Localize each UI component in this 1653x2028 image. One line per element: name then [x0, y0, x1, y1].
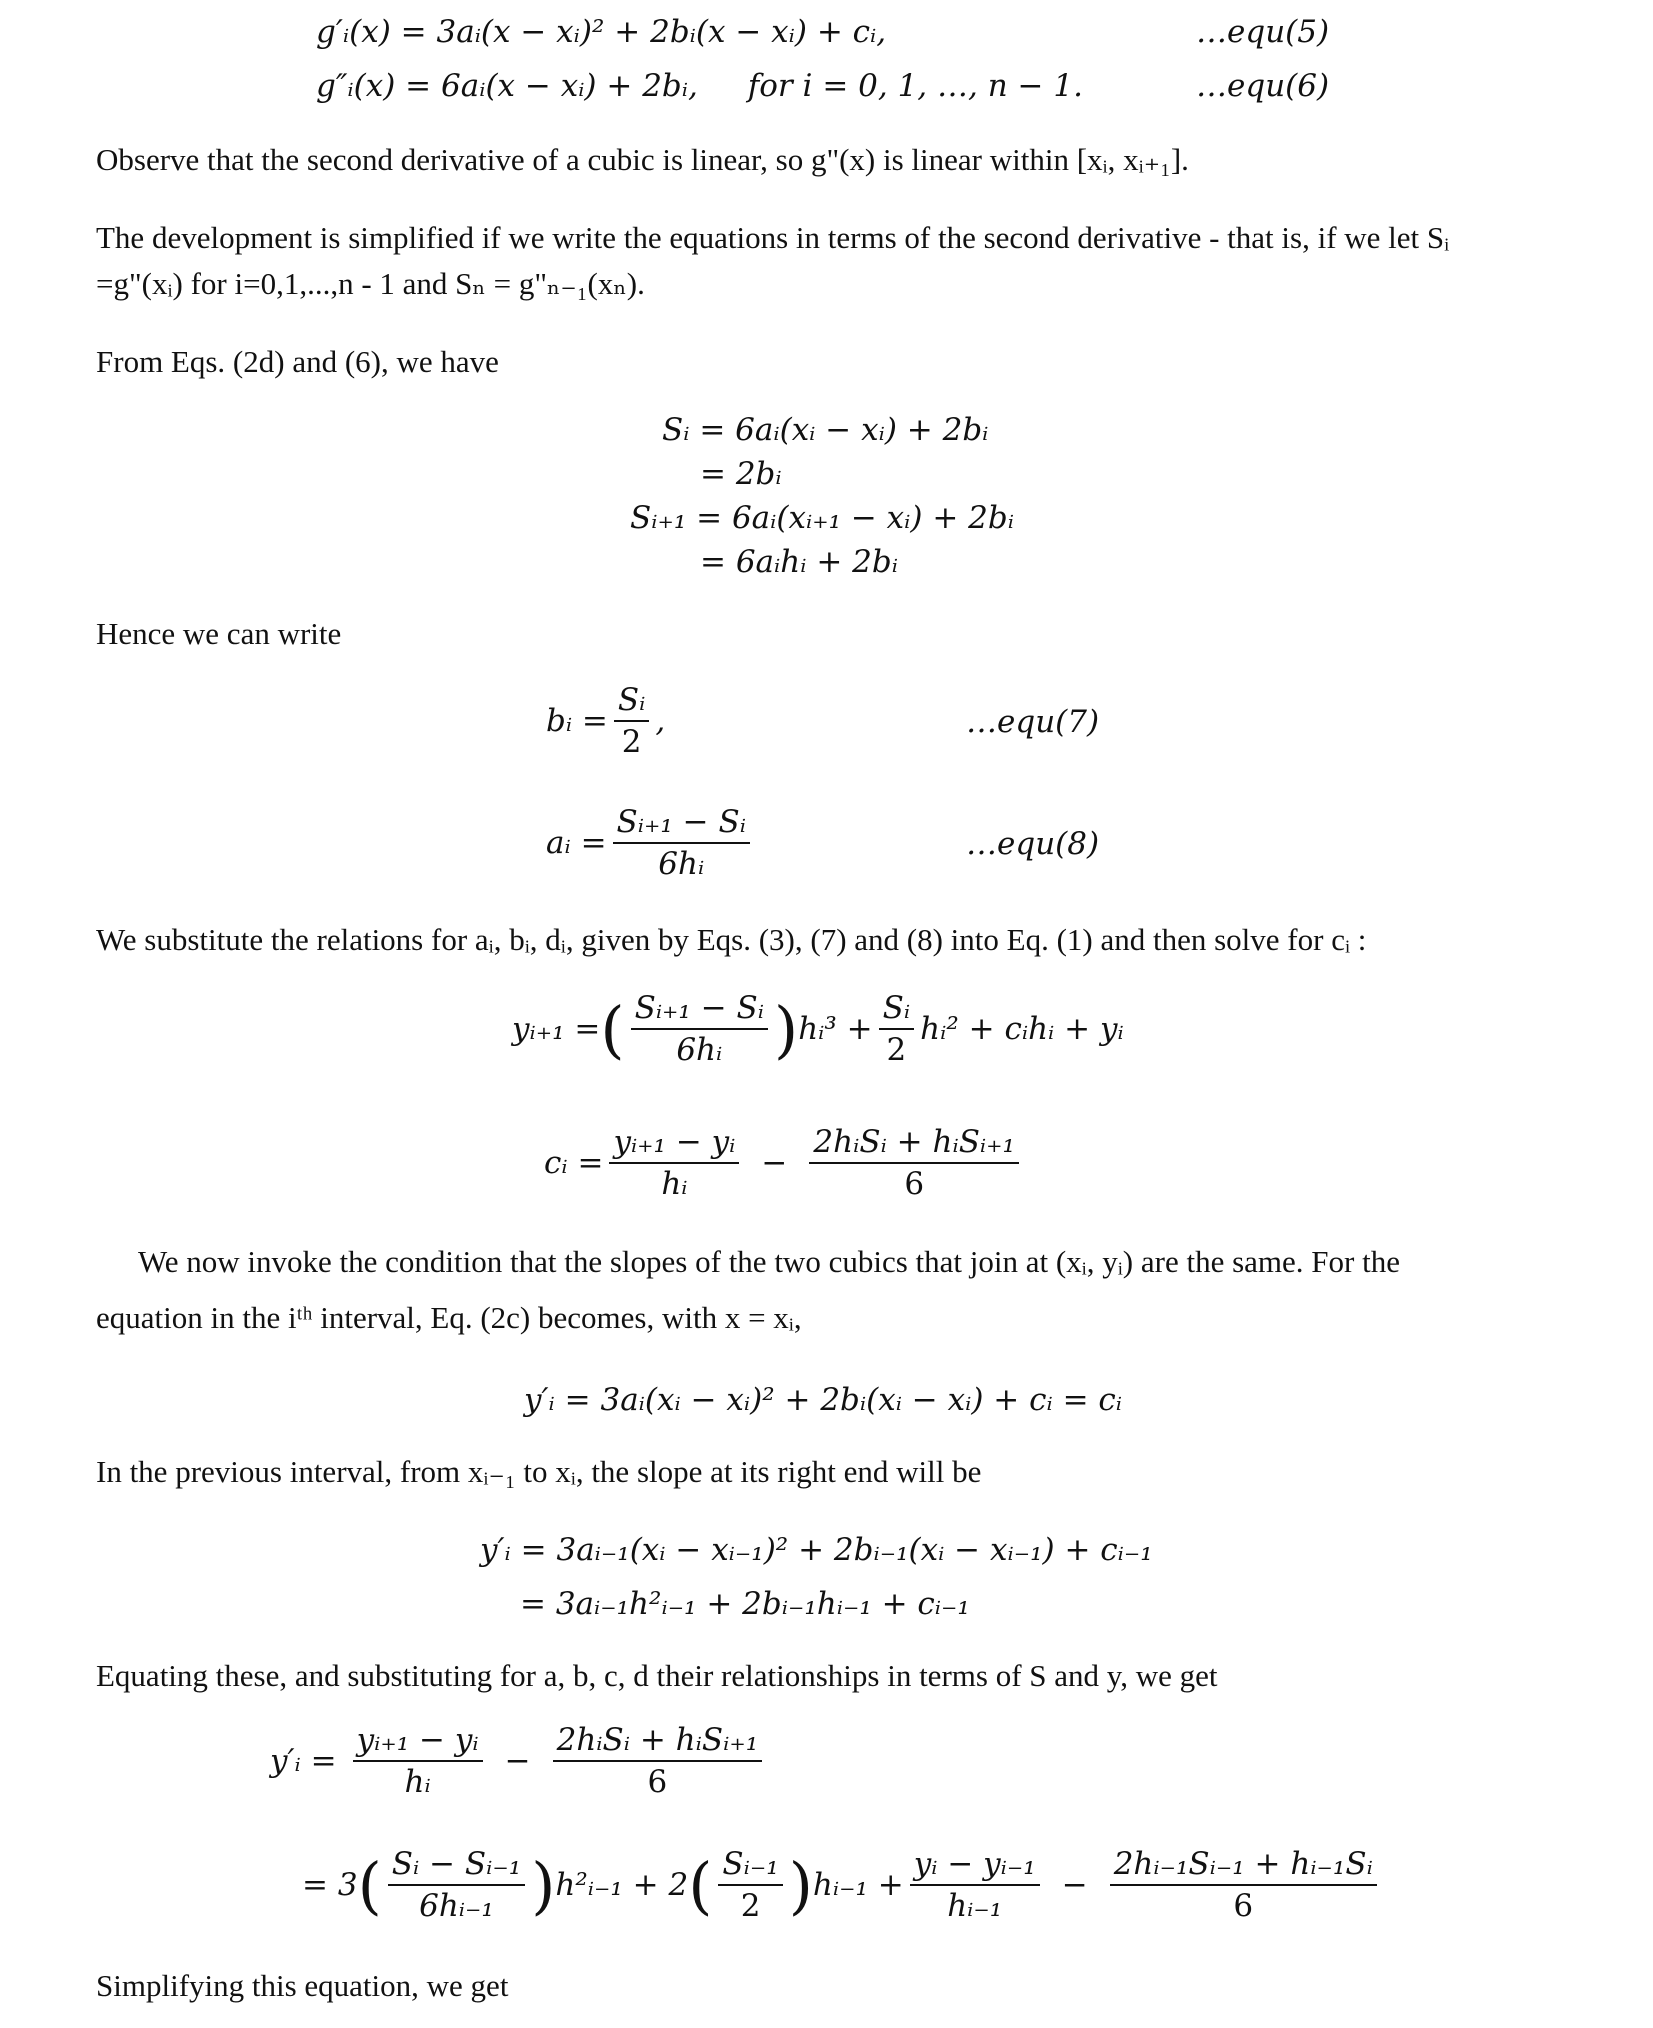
equation-final-line1	[270, 1722, 768, 1800]
final2-fraction-3-numerator: yᵢ − yᵢ₋₁	[910, 1846, 1040, 1886]
y-middle-term: hᵢ³ +	[798, 1011, 873, 1047]
paragraph-slopes-line2: equation in the iᵗʰ interval, Eq. (2c) becomes, with x = xᵢ,	[96, 1300, 802, 1335]
equation-8	[546, 804, 756, 882]
equation-8-tag: …equ(8)	[966, 826, 1100, 862]
paragraph-slopes-line1: We now invoke the condition that the slopes of the two cubics that join at (xᵢ, yᵢ) are the same. For the	[138, 1244, 1400, 1279]
final-fraction-2-denominator: 6	[647, 1764, 668, 1800]
s-equation-line4: = 6aᵢhᵢ + 2bᵢ	[700, 544, 898, 580]
eq8-lhs: aᵢ =	[546, 825, 607, 861]
final2-minus: −	[1061, 1867, 1088, 1903]
final2-fraction-2-denominator: 2	[740, 1888, 761, 1924]
final2-fraction-3-denominator: hᵢ₋₁	[947, 1888, 1003, 1924]
equation-6	[316, 68, 1083, 104]
final2-fraction-2-numerator: Sᵢ₋₁	[718, 1846, 782, 1886]
final2-fraction-1-denominator: 6hᵢ₋₁	[419, 1888, 494, 1924]
paragraph-development-line2: =g"(xᵢ) for i=0,1,...,n - 1 and Sₙ = g"ₙ₋₁(xₙ).	[96, 266, 645, 301]
final-fraction-1-numerator: yᵢ₊₁ − yᵢ	[353, 1722, 483, 1762]
c-minus: −	[761, 1145, 788, 1181]
paragraph-simplifying: Simplifying this equation, we get	[96, 1968, 509, 2003]
paragraph-second-derivative-linear: Observe that the second derivative of a cubic is linear, so g"(x) is linear within [xᵢ, xᵢ₊₁].	[96, 142, 1189, 177]
eq5-lhs: g′ᵢ(x) =	[316, 14, 437, 50]
final-fraction-2	[553, 1722, 763, 1800]
final2-fraction-1	[388, 1846, 525, 1924]
s-equation-line2: = 2bᵢ	[700, 456, 782, 492]
equation-5	[316, 14, 886, 50]
equation-slope-previous-line1: y′ᵢ = 3aᵢ₋₁(xᵢ − xᵢ₋₁)² + 2bᵢ₋₁(xᵢ − xᵢ₋₁) + cᵢ₋₁	[480, 1532, 1153, 1568]
y-fraction-2	[879, 990, 914, 1068]
paragraph-from-eqs: From Eqs. (2d) and (6), we have	[96, 344, 499, 379]
eq8-numerator: Sᵢ₊₁ − Sᵢ	[613, 804, 750, 844]
equation-6-tag: …equ(6)	[1196, 68, 1330, 104]
y-fraction-1	[631, 990, 768, 1068]
eq7-lhs: bᵢ =	[546, 703, 608, 739]
paragraph-previous-interval: In the previous interval, from xᵢ₋₁ to xᵢ, the slope at its right end will be	[96, 1454, 982, 1489]
eq6-rhs: 6aᵢ(x − xᵢ) + 2bᵢ,	[441, 68, 698, 104]
final-fraction-1-denominator: hᵢ	[404, 1764, 431, 1800]
final2-fraction-4-denominator: 6	[1233, 1888, 1254, 1924]
c-fraction-1	[609, 1124, 739, 1202]
y-tail-term: hᵢ² + cᵢhᵢ + yᵢ	[920, 1011, 1124, 1047]
eq6-range: for i = 0, 1, …, n − 1.	[747, 68, 1083, 104]
final-fraction-1	[353, 1722, 483, 1800]
eq7-numerator: Sᵢ	[614, 682, 649, 722]
final2-left-paren-1: (	[357, 1848, 382, 1922]
final2-fraction-4-numerator: 2hᵢ₋₁Sᵢ₋₁ + hᵢ₋₁Sᵢ	[1110, 1846, 1377, 1886]
equation-slope-previous-line2: = 3aᵢ₋₁h²ᵢ₋₁ + 2bᵢ₋₁hᵢ₋₁ + cᵢ₋₁	[520, 1586, 970, 1622]
equation-final-line2	[302, 1846, 1383, 1924]
final-minus: −	[504, 1743, 531, 1779]
final2-equals: = 3	[302, 1867, 358, 1903]
equation-7	[546, 682, 665, 760]
eq7-denominator: 2	[621, 724, 642, 760]
eq5-rhs: 3aᵢ(x − xᵢ)² + 2bᵢ(x − xᵢ) + cᵢ,	[436, 14, 887, 50]
y-fraction-2-numerator: Sᵢ	[879, 990, 914, 1030]
final2-fraction-4	[1110, 1846, 1377, 1924]
paragraph-hence: Hence we can write	[96, 616, 342, 651]
final2-left-paren-2: (	[688, 1848, 713, 1922]
eq7-fraction	[614, 682, 649, 760]
c-lhs: cᵢ =	[544, 1145, 604, 1181]
left-paren: (	[600, 992, 625, 1066]
final2-fraction-3	[910, 1846, 1040, 1924]
final2-middle-term-2: hᵢ₋₁ +	[812, 1867, 904, 1903]
final2-fraction-1-numerator: Sᵢ − Sᵢ₋₁	[388, 1846, 525, 1886]
paragraph-substitute: We substitute the relations for aᵢ, bᵢ, dᵢ, given by Eqs. (3), (7) and (8) into Eq. (1) and then solve for cᵢ :	[96, 922, 1367, 957]
s-equation-line3: Sᵢ₊₁ = 6aᵢ(xᵢ₊₁ − xᵢ) + 2bᵢ	[630, 500, 1014, 536]
final2-middle-term-1: h²ᵢ₋₁ + 2	[555, 1867, 689, 1903]
c-fraction-2-denominator: 6	[904, 1166, 925, 1202]
equation-slope-current: y′ᵢ = 3aᵢ(xᵢ − xᵢ)² + 2bᵢ(xᵢ − xᵢ) + cᵢ = cᵢ	[524, 1382, 1123, 1418]
y-fraction-1-denominator: 6hᵢ	[676, 1032, 723, 1068]
c-fraction-1-numerator: yᵢ₊₁ − yᵢ	[609, 1124, 739, 1164]
s-equation-line1: Sᵢ = 6aᵢ(xᵢ − xᵢ) + 2bᵢ	[662, 412, 989, 448]
eq8-denominator: 6hᵢ	[658, 846, 705, 882]
c-fraction-2	[809, 1124, 1019, 1202]
final2-right-paren-1: )	[531, 1848, 556, 1922]
eq8-fraction	[613, 804, 750, 882]
equation-y-next	[512, 990, 1124, 1068]
c-fraction-1-denominator: hᵢ	[661, 1166, 688, 1202]
final-fraction-2-numerator: 2hᵢSᵢ + hᵢSᵢ₊₁	[553, 1722, 763, 1762]
eq7-comma: ,	[655, 703, 666, 739]
eq6-lhs: g″ᵢ(x) =	[316, 68, 442, 104]
final-lhs: y′ᵢ =	[270, 1743, 337, 1779]
paragraph-development-line1: The development is simplified if we write the equations in terms of the second derivative - that is, if we let Sᵢ	[96, 220, 1450, 255]
y-lhs: yᵢ₊₁ =	[512, 1011, 601, 1047]
y-fraction-1-numerator: Sᵢ₊₁ − Sᵢ	[631, 990, 768, 1030]
equation-5-tag: …equ(5)	[1196, 14, 1330, 50]
paragraph-equating: Equating these, and substituting for a, b, c, d their relationships in terms of S and y, we get	[96, 1658, 1218, 1693]
y-fraction-2-denominator: 2	[886, 1032, 907, 1068]
right-paren: )	[774, 992, 799, 1066]
c-fraction-2-numerator: 2hᵢSᵢ + hᵢSᵢ₊₁	[809, 1124, 1019, 1164]
final2-right-paren-2: )	[788, 1848, 813, 1922]
equation-7-tag: …equ(7)	[966, 704, 1100, 740]
final2-fraction-2	[718, 1846, 782, 1924]
equation-c	[544, 1124, 1025, 1202]
